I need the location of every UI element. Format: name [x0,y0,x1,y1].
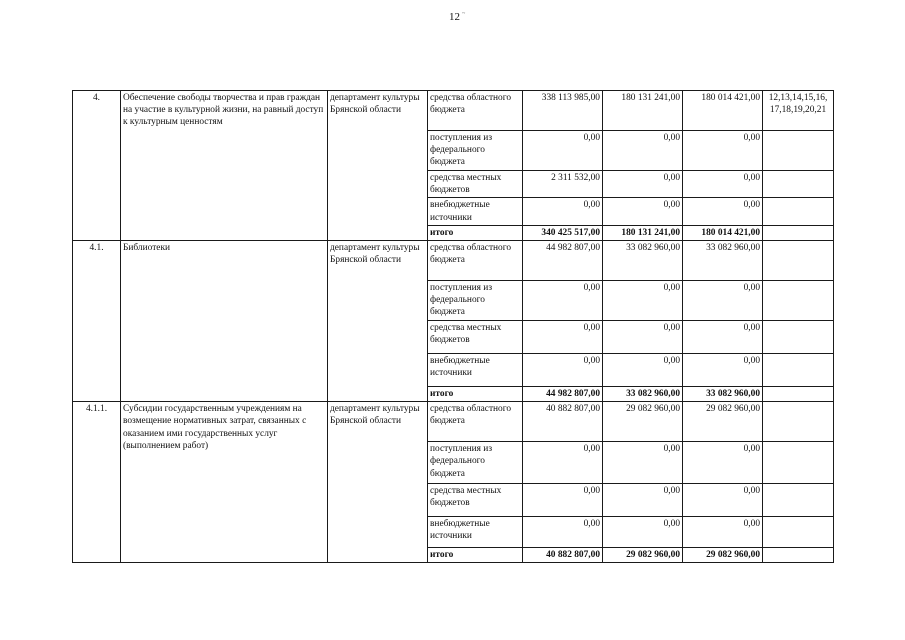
target-indicators [763,241,834,281]
amount-year-1: 0,00 [523,281,603,321]
item-executor: департамент культуры Брянской области [328,402,428,563]
page-number-text: 12 [449,11,460,23]
item-number: 4. [73,91,121,241]
amount-year-3: 0,00 [683,442,763,484]
amount-year-1: 44 982 807,00 [523,387,603,402]
funding-source: средства местных бюджетов [428,321,523,354]
target-indicators-empty [763,354,834,387]
page-number [449,11,465,23]
amount-year-1: 0,00 [523,198,603,225]
amount-year-3: 180 014 421,00 [683,91,763,131]
funding-source: средства местных бюджетов [428,171,523,198]
funding-source: поступления из федерального бюджета [428,131,523,171]
funding-source: внебюджетные источники [428,517,523,548]
amount-year-1: 44 982 807,00 [523,241,603,281]
amount-year-2: 0,00 [603,281,683,321]
amount-year-2: 0,00 [603,131,683,171]
item-title: Библиотеки [121,241,328,402]
funding-source: внебюджетные источники [428,354,523,387]
target-indicators-empty [763,484,834,517]
funding-source: итого [428,387,523,402]
amount-year-2: 29 082 960,00 [603,402,683,442]
target-indicators-empty [763,442,834,484]
amount-year-2: 0,00 [603,354,683,387]
amount-year-2: 33 082 960,00 [603,241,683,281]
budget-table [72,90,834,563]
amount-year-2: 0,00 [603,321,683,354]
target-indicators-empty [763,387,834,402]
amount-year-3: 0,00 [683,321,763,354]
amount-year-2: 0,00 [603,198,683,225]
amount-year-3: 29 082 960,00 [683,548,763,563]
amount-year-1: 0,00 [523,442,603,484]
amount-year-1: 338 113 985,00 [523,91,603,131]
page-mark: ~ [462,11,466,18]
table-body [73,91,834,563]
item-title: Обеспечение свободы творчества и прав граждан на участие в культурной жизни, на равный доступ к культурным ценностям [121,91,328,241]
funding-source: средства областного бюджета [428,241,523,281]
item-executor: департамент культуры Брянской области [328,91,428,241]
amount-year-2: 33 082 960,00 [603,387,683,402]
target-indicators-empty [763,517,834,548]
funding-source: средства областного бюджета [428,91,523,131]
item-number: 4.1. [73,241,121,402]
amount-year-1: 40 882 807,00 [523,548,603,563]
funding-source: итого [428,548,523,563]
target-indicators-empty [763,225,834,240]
item-executor: департамент культуры Брянской области [328,241,428,402]
amount-year-3: 33 082 960,00 [683,387,763,402]
funding-source: поступления из федерального бюджета [428,442,523,484]
amount-year-2: 29 082 960,00 [603,548,683,563]
funding-source: внебюджетные источники [428,198,523,225]
amount-year-3: 0,00 [683,171,763,198]
amount-year-1: 0,00 [523,354,603,387]
amount-year-1: 40 882 807,00 [523,402,603,442]
amount-year-3: 0,00 [683,281,763,321]
amount-year-2: 0,00 [603,517,683,548]
amount-year-1: 0,00 [523,131,603,171]
amount-year-3: 29 082 960,00 [683,402,763,442]
table-row [73,402,834,442]
item-number: 4.1.1. [73,402,121,563]
funding-source: поступления из федерального бюджета [428,281,523,321]
target-indicators-empty [763,548,834,563]
table-row [73,91,834,131]
amount-year-2: 0,00 [603,484,683,517]
funding-source: средства местных бюджетов [428,484,523,517]
amount-year-1: 0,00 [523,517,603,548]
target-indicators [763,402,834,442]
target-indicators-empty [763,281,834,321]
amount-year-2: 180 131 241,00 [603,91,683,131]
amount-year-3: 0,00 [683,354,763,387]
table-row [73,241,834,281]
funding-source: итого [428,225,523,240]
amount-year-3: 180 014 421,00 [683,225,763,240]
amount-year-2: 0,00 [603,442,683,484]
amount-year-2: 0,00 [603,171,683,198]
amount-year-2: 180 131 241,00 [603,225,683,240]
item-title: Субсидии государственным учреждениям на возмещение нормативных затрат, связанных с оказанием ими государственных услуг (выполнением работ) [121,402,328,563]
amount-year-3: 33 082 960,00 [683,241,763,281]
amount-year-1: 2 311 532,00 [523,171,603,198]
target-indicators-empty [763,198,834,225]
target-indicators-empty [763,171,834,198]
funding-source: средства областного бюджета [428,402,523,442]
target-indicators-empty [763,131,834,171]
amount-year-3: 0,00 [683,198,763,225]
amount-year-1: 340 425 517,00 [523,225,603,240]
amount-year-3: 0,00 [683,517,763,548]
amount-year-1: 0,00 [523,321,603,354]
target-indicators: 12,13,14,15,16, 17,18,19,20,21 [763,91,834,131]
amount-year-3: 0,00 [683,484,763,517]
amount-year-3: 0,00 [683,131,763,171]
target-indicators-empty [763,321,834,354]
amount-year-1: 0,00 [523,484,603,517]
